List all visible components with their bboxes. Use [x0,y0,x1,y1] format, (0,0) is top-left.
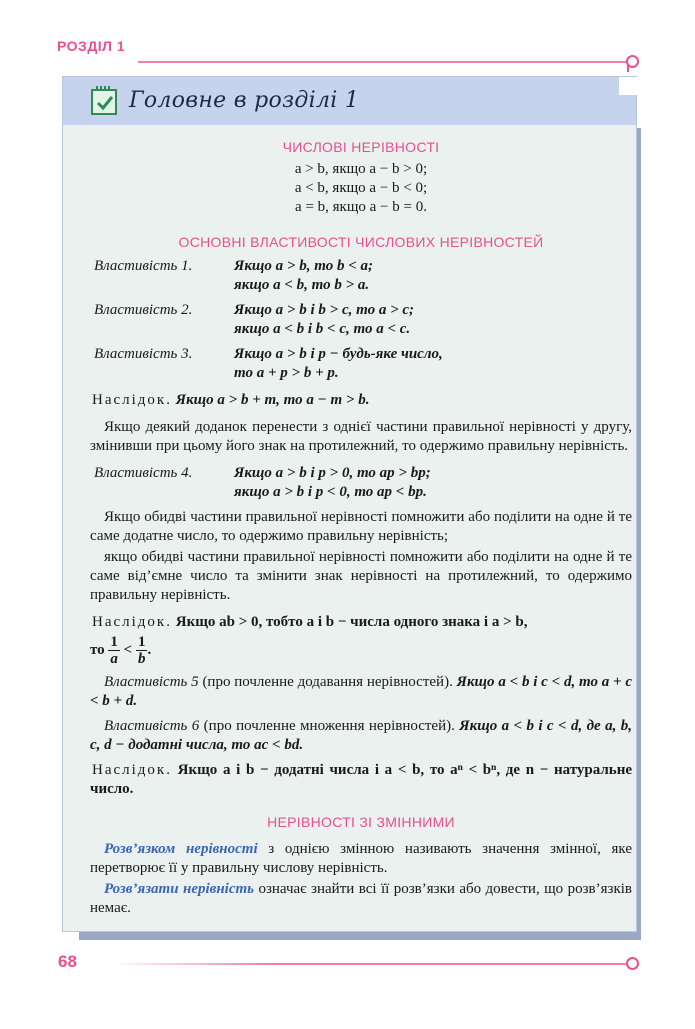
property-1-line-2: якщо a < b, то b > a. [234,277,370,293]
page-number: 68 [58,952,77,971]
header-circle-icon [626,55,639,68]
property-2-body [234,301,414,339]
property-4 [90,464,632,502]
property-6-name: Властивість 6 [104,718,200,734]
fraction-one-over-a [108,634,120,667]
corollary-2-end: . [147,641,152,658]
corollary-2-formula [90,634,632,667]
property-2-line-1: Якщо a > b і b > c, то a > c; [234,302,415,318]
section-label: РОЗДІЛ 1 [57,38,126,54]
property-1-name: Властивість 1. [94,258,193,274]
multiply-positive-rule: Якщо обидві частини правильної нерівності помножити або поділити на одне й те саме додатне число, то одержимо правильну нерівність; [90,509,632,544]
heading-inequalities-with-variables: НЕРІВНОСТІ ЗІ ЗМІННИМИ [267,814,455,830]
summary-title: Головне в розділі 1 [129,88,360,113]
property-3-line-1: Якщо a > b і p − будь-яке число, [234,346,443,362]
fraction-a-denominator: a [110,651,118,667]
corollary-2-label: Наслідок. [92,614,172,630]
property-1-line-1: Якщо a > b, то b < a; [234,258,373,274]
property-3-body [234,345,443,383]
corollary-2-text: Якщо ab > 0, тобто a і b − числа одного знака і a > b, [175,614,528,630]
corollary-2 [90,613,632,632]
corollary-1-label: Наслідок. [92,392,172,408]
corollary-3-text: Якщо a і b − додатні числа і a < b, то aⁿ < bⁿ, де n − натуральне число. [90,762,633,797]
footer-divider [118,963,628,965]
property-3 [90,345,632,383]
property-4-line-2: якщо a > b і p < 0, то ap < bp. [234,484,427,500]
property-4-body [234,464,431,502]
property-2-line-2: якщо a < b і b < c, то a < c. [234,321,411,337]
corner-notch [619,77,637,95]
numeric-line-1: a > b, якщо a − b > 0; [294,161,428,177]
property-5-name: Властивість 5 [104,674,199,690]
property-1 [90,257,632,295]
definition-solve [90,880,632,918]
property-5 [90,673,632,711]
property-2-name: Властивість 2. [94,302,193,318]
heading-basic-properties: ОСНОВНІ ВЛАСТИВОСТІ ЧИСЛОВИХ НЕРІВНОСТЕЙ [178,234,544,250]
property-2 [90,301,632,339]
fraction-a-numerator: 1 [110,634,118,650]
property-6-text: Якщо a < b і c < d, де a, b, c, d − додатні числа, то ac < bd. [90,718,632,753]
checklist-icon [91,89,117,115]
definition-solution-text: з однією змінною називають значення змінної, яке перетворює її у правильну числову нерівність. [90,841,632,876]
property-6-paren: (про почленне множення нерівностей). [199,718,460,734]
footer-circle-icon [626,957,639,970]
corollary-3 [90,761,632,799]
heading-numeric-inequalities: ЧИСЛОВІ НЕРІВНОСТІ [282,139,440,155]
term-solve: Розв’язати нерівність [104,881,255,897]
summary-content [90,130,632,918]
numeric-line-2: a < b, якщо a − b < 0; [294,180,428,196]
property-6 [90,717,632,755]
property-1-body [234,257,373,295]
summary-title-band [63,77,636,125]
property-5-paren: (про почленне додавання нерівностей). [198,674,457,690]
property-4-line-1: Якщо a > b і p > 0, то ap > bp; [234,465,431,481]
transfer-rule: Якщо деякий доданок перенести з однієї частини правильної нерівності у другу, змінивши при цьому його знак на протилежний, то одержимо правильну нерівність. [90,419,632,454]
property-5-text: Якщо a < b і c < d, то a + c < b + d. [90,674,633,709]
fraction-b-numerator: 1 [137,634,146,650]
property-3-name: Властивість 3. [94,346,193,362]
header-divider [138,61,628,63]
corollary-2-lt: < [123,641,133,658]
corollary-2-to: то [90,641,105,658]
fraction-one-over-b [136,634,148,667]
multiply-negative-rule: якщо обидві частини правильної нерівності помножити або поділити на одне й те саме від’ємне число та змінити знак нерівності на протилежний, то одержимо правильну нерівність. [90,549,632,603]
numeric-line-3: a = b, якщо a − b = 0. [295,199,427,215]
corollary-1 [90,391,632,410]
property-3-line-2: то a + p > b + p. [234,365,339,381]
definition-solve-text: означає знайти всі її розв’язки або довести, що розв’язків немає. [90,881,632,916]
corollary-1-text: Якщо a > b + m, то a − m > b. [175,392,370,408]
property-4-name: Властивість 4. [94,465,193,481]
term-solution: Розв’язком нерівності [104,841,258,857]
fraction-b-denominator: b [137,651,146,667]
definition-solution [90,840,632,878]
corollary-3-label: Наслідок. [92,762,172,778]
